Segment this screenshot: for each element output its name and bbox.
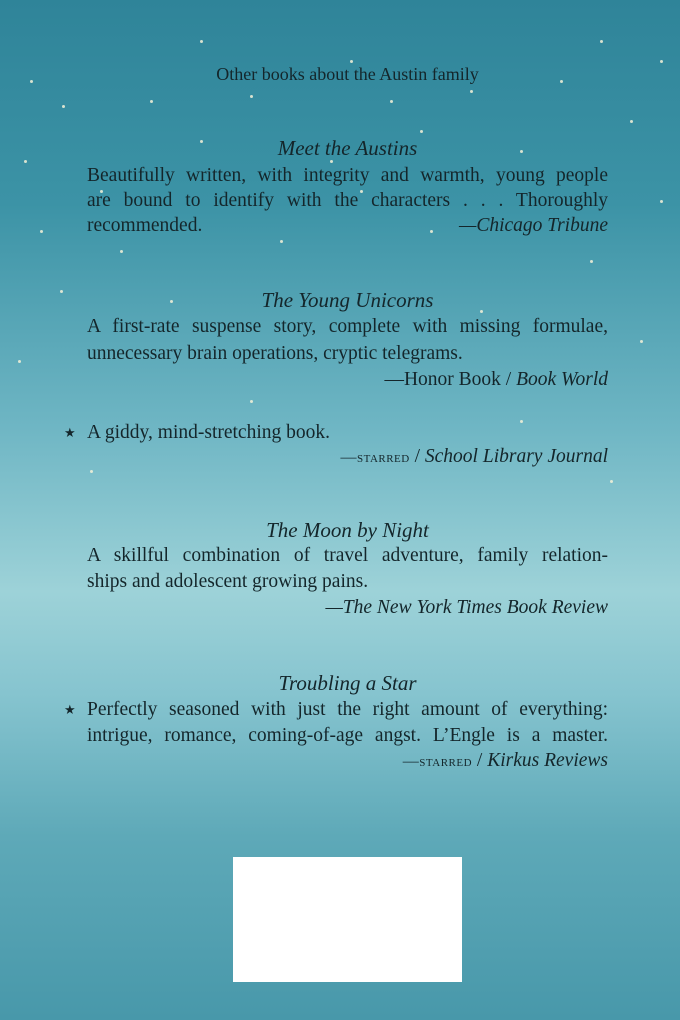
review-source: School Library Journal	[424, 446, 608, 467]
star-dot	[630, 120, 633, 123]
star-dot	[600, 40, 603, 43]
star-dot	[150, 100, 153, 103]
star-dot	[640, 340, 643, 343]
review-line: are bound to identify with the characters . . . Thoroughly	[87, 190, 608, 211]
book-title: The Young Unicorns	[261, 288, 434, 312]
star-dot	[660, 200, 663, 203]
review-line: A giddy, mind-stretching book.	[87, 422, 331, 443]
star-dot	[62, 105, 65, 108]
star-dot	[60, 290, 63, 293]
star-dot	[610, 480, 613, 483]
review-line: Beautifully written, with integrity and warmth, young people	[87, 165, 608, 186]
separator: /	[505, 369, 512, 390]
barcode-area	[233, 857, 462, 982]
award-label: —Honor Book	[384, 369, 501, 390]
star-dot	[40, 230, 43, 233]
star-dot	[280, 240, 283, 243]
review-line: recommended.	[87, 215, 203, 236]
review-source: —The New York Times Book Review	[325, 597, 608, 618]
starred-label: —starred	[402, 753, 473, 770]
star-dot	[590, 260, 593, 263]
review-source: Book World	[516, 369, 608, 390]
star-dot	[420, 130, 423, 133]
star-dot	[470, 90, 473, 93]
star-dot	[250, 400, 253, 403]
separator: /	[414, 446, 421, 467]
review-line: A skillful combination of travel adventure, family relation-	[87, 545, 608, 566]
book-title: The Moon by Night	[266, 518, 429, 542]
star-dot	[200, 40, 203, 43]
review-line: ships and adolescent growing pains.	[87, 571, 369, 592]
starred-label: —starred	[340, 449, 410, 466]
star-dot	[30, 80, 33, 83]
book-title: Troubling a Star	[278, 671, 417, 695]
star-dot	[660, 60, 663, 63]
star-dot	[330, 160, 333, 163]
review-line: unnecessary brain operations, cryptic telegrams.	[87, 343, 463, 364]
star-dot	[18, 360, 21, 363]
review-line: Perfectly seasoned with just the right amount of everything:	[87, 699, 608, 720]
review-line: A first-rate suspense story, complete with missing formulae,	[87, 316, 608, 337]
header-title: Other books about the Austin family	[216, 64, 479, 84]
star-dot	[120, 250, 123, 253]
star-dot	[24, 160, 27, 163]
separator: /	[476, 750, 483, 771]
review-attribution	[87, 445, 608, 470]
review-source: Kirkus Reviews	[487, 750, 608, 771]
star-dot	[250, 95, 253, 98]
review-source: —Chicago Tribune	[459, 215, 608, 236]
review-attribution	[87, 749, 608, 774]
star-icon: ★	[64, 425, 76, 440]
star-icon: ★	[64, 702, 76, 717]
star-dot	[90, 470, 93, 473]
review-attribution	[87, 368, 608, 392]
review-line: intrigue, romance, coming-of-age angst. L’Engle is a master.	[87, 725, 608, 746]
book-title: Meet the Austins	[277, 136, 418, 160]
star-dot	[390, 100, 393, 103]
